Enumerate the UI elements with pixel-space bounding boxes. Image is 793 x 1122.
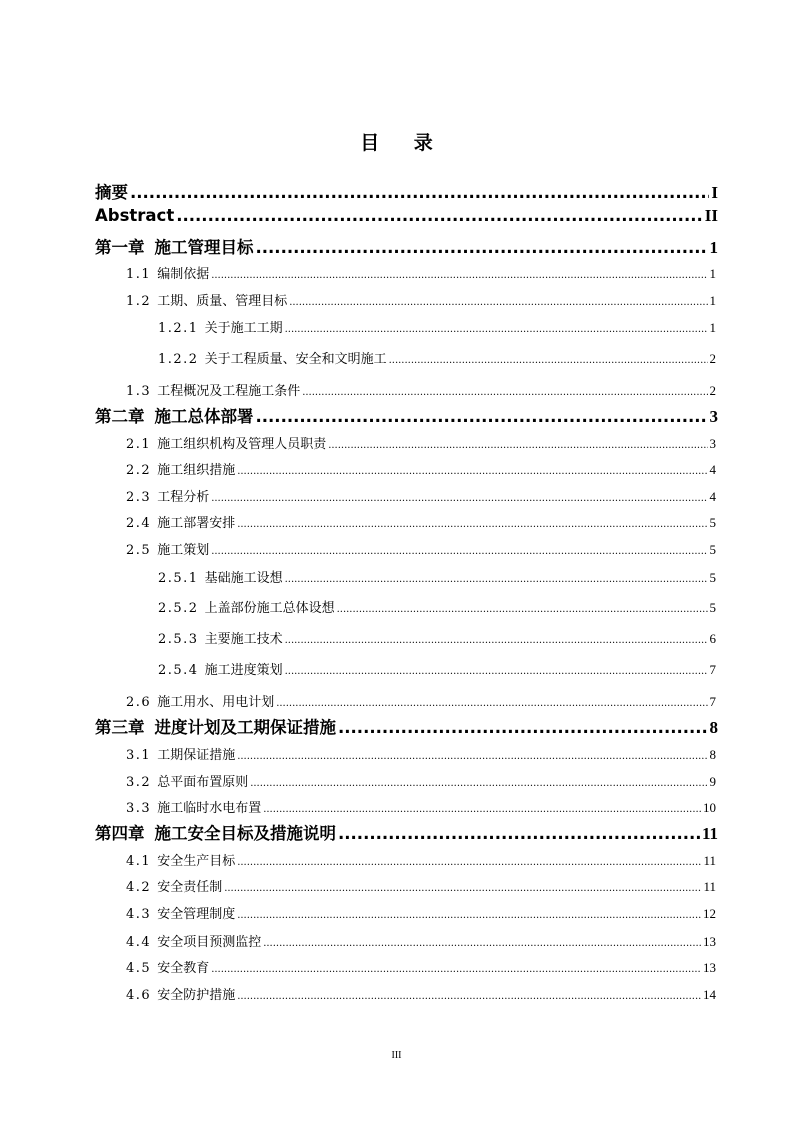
toc-entry-title	[126, 290, 287, 309]
toc-entry-number: 2.4	[126, 516, 152, 531]
toc-entry-title	[126, 486, 209, 505]
toc-entry-number: 4.3	[126, 907, 152, 922]
dot-leader	[224, 883, 701, 894]
toc-entry[interactable]	[126, 797, 716, 816]
toc-entry-number: 3.1	[126, 748, 152, 763]
toc-entry-title	[126, 691, 274, 710]
toc-entry-title	[95, 403, 254, 427]
toc-entry-page: 13	[703, 960, 716, 975]
page-number-footer: III	[391, 1050, 402, 1061]
toc-entry-text: 施工组织机构及管理人员职责	[157, 437, 327, 452]
toc-entry[interactable]	[126, 903, 716, 922]
toc-entry-text: 安全责任制	[157, 880, 223, 895]
dot-leader	[256, 238, 708, 257]
dot-leader	[250, 778, 707, 789]
toc-entry[interactable]	[126, 290, 716, 309]
toc-entry-number: 1.2.1	[158, 321, 199, 336]
toc-entry-title	[158, 567, 283, 586]
toc-entry-number: 1.1	[126, 267, 152, 282]
toc-entry-title	[126, 433, 326, 452]
toc-entry-text: 施工管理目标	[154, 238, 254, 257]
toc-entry-number: 第一章	[95, 238, 145, 257]
toc-entry-number: 第三章	[95, 718, 145, 737]
toc-entry-text: 关于施工工期	[204, 321, 283, 336]
toc-entry-page: 5	[709, 600, 716, 615]
toc-entry-number: 2.5.2	[158, 601, 199, 616]
toc-entry[interactable]	[126, 957, 716, 976]
toc-entry-number: 1.2.2	[158, 352, 199, 367]
toc-entry-number: 3.3	[126, 801, 152, 816]
toc-entry-text: 安全生产目标	[157, 854, 236, 869]
toc-entry-text: 工程概况及工程施工条件	[157, 384, 301, 399]
dot-leader	[256, 407, 708, 426]
toc-entry-text: 编制依据	[157, 267, 210, 282]
toc-entry-page: 13	[703, 934, 716, 949]
toc-entry-title	[126, 771, 248, 790]
toc-entry-title	[158, 659, 283, 678]
dot-leader	[237, 910, 701, 921]
toc-entry-text: 安全项目预测监控	[157, 935, 262, 950]
toc-entry-text: 施工总体部署	[154, 407, 254, 426]
toc-entry-text: 施工用水、用电计划	[157, 695, 275, 710]
toc-entry-text: 安全防护措施	[157, 988, 236, 1003]
toc-entry-page: 10	[703, 800, 716, 815]
toc-entry-number: 第四章	[95, 824, 145, 843]
toc-entry-text: 施工临时水电布置	[157, 801, 262, 816]
page-title: 目 录	[360, 132, 447, 154]
toc-entry[interactable]	[126, 486, 716, 505]
toc-entry-text: 总平面布置原则	[157, 775, 249, 790]
toc-entry-text: 工期保证措施	[157, 748, 236, 763]
toc-entry-page: 3	[709, 436, 716, 451]
toc-entry-number: 4.4	[126, 935, 152, 950]
toc-entry-page: 4	[709, 489, 716, 504]
toc-entry-text: 上盖部份施工总体设想	[204, 601, 335, 616]
toc-entry-page: 12	[703, 906, 716, 921]
toc-entry-title	[126, 512, 235, 531]
dot-leader	[263, 938, 701, 949]
toc-entry-text: 基础施工设想	[204, 571, 283, 586]
toc-entry[interactable]	[126, 931, 716, 950]
toc-entry[interactable]	[95, 206, 718, 226]
toc-entry-title	[95, 820, 336, 844]
toc-entry-title	[126, 984, 235, 1003]
toc-entry-title	[126, 744, 235, 763]
toc-entry-title	[158, 628, 283, 647]
toc-entry[interactable]	[126, 691, 716, 710]
toc-entry-number: 2.5	[126, 543, 152, 558]
dot-leader	[237, 519, 707, 530]
toc-entry-number: 2.5.1	[158, 571, 199, 586]
toc-entry-page: I	[711, 183, 718, 202]
toc-entry-number: 2.5.4	[158, 663, 199, 678]
toc-entry[interactable]	[95, 820, 718, 844]
toc-entry[interactable]	[126, 984, 716, 1003]
dot-leader	[285, 574, 708, 585]
toc-entry[interactable]	[95, 714, 718, 738]
toc-entry-title	[126, 931, 261, 950]
toc-entry-title	[158, 317, 283, 336]
toc-entry[interactable]	[95, 403, 718, 427]
dot-leader	[130, 183, 709, 202]
toc-entry[interactable]	[126, 433, 716, 452]
dot-leader	[211, 546, 707, 557]
toc-entry[interactable]	[158, 597, 716, 616]
toc-entry[interactable]	[95, 179, 718, 203]
toc-entry-page: 9	[709, 774, 716, 789]
toc-entry-title	[126, 850, 235, 869]
toc-entry[interactable]	[158, 567, 716, 586]
toc-entry-title	[126, 539, 209, 558]
toc-entry-page: 7	[709, 662, 716, 677]
toc-entry-text: 工程分析	[157, 490, 210, 505]
toc-entry-number: 4.5	[126, 961, 152, 976]
toc-entry-page: 2	[709, 383, 716, 398]
toc-entry-page: 6	[709, 631, 716, 646]
dot-leader	[389, 355, 708, 366]
dot-leader	[285, 635, 708, 646]
toc-entry-title	[126, 903, 235, 922]
toc-entry-page: 14	[703, 987, 716, 1002]
toc-entry-page: 5	[709, 542, 716, 557]
toc-entry-page: 1	[709, 238, 718, 257]
toc-entry-text: 施工策划	[157, 543, 210, 558]
toc-entry-text: 关于工程质量、安全和文明施工	[204, 352, 387, 367]
dot-leader	[289, 297, 707, 308]
toc-entry[interactable]	[126, 380, 716, 399]
toc-entry[interactable]	[126, 771, 716, 790]
dot-leader	[338, 718, 708, 737]
toc-entry-number: 2.6	[126, 695, 152, 710]
toc-entry-title	[126, 957, 209, 976]
toc-entry-number: 3.2	[126, 775, 152, 790]
toc-entry-page: 5	[709, 515, 716, 530]
toc-entry-page: 3	[709, 407, 718, 426]
toc-entry-text: 施工安全目标及措施说明	[154, 824, 336, 843]
dot-leader	[237, 857, 701, 868]
toc-entry-text: 安全管理制度	[157, 907, 236, 922]
toc-entry-page: 4	[709, 462, 716, 477]
toc-entry[interactable]	[126, 263, 716, 282]
toc-entry-title	[158, 597, 335, 616]
toc-entry[interactable]	[158, 659, 716, 678]
toc-entry-title	[126, 876, 222, 895]
dot-leader	[285, 666, 708, 677]
toc-entry[interactable]	[126, 850, 716, 869]
toc-entry-number: 4.2	[126, 880, 152, 895]
toc-entry-page: 5	[709, 570, 716, 585]
toc-entry[interactable]	[126, 876, 716, 895]
toc-entry-number: 2.5.3	[158, 632, 199, 647]
dot-leader	[263, 804, 701, 815]
toc-entry-text: 施工组织措施	[157, 463, 236, 478]
toc-entry-text: 施工进度策划	[204, 663, 283, 678]
toc-entry-page: 1	[709, 320, 716, 335]
toc-entry-text: 摘要	[95, 183, 128, 202]
toc-entry-text: 主要施工技术	[204, 632, 283, 647]
toc-entry-number: 2.3	[126, 490, 152, 505]
toc-entry-text: 安全教育	[157, 961, 210, 976]
toc-entry-page: 8	[709, 718, 718, 737]
dot-leader	[176, 206, 703, 225]
toc-entry-page: 11	[701, 824, 718, 843]
toc-entry-number: 2.1	[126, 437, 152, 452]
toc-entry-title	[95, 206, 174, 225]
toc-entry-page: 11	[703, 879, 716, 894]
toc-entry-title	[158, 348, 387, 367]
toc-entry-text: 进度计划及工期保证措施	[154, 718, 336, 737]
dot-leader	[237, 991, 701, 1002]
toc-entry-number: 1.2	[126, 294, 152, 309]
toc-entry-number: 4.6	[126, 988, 152, 1003]
toc-entry-text: 施工部署安排	[157, 516, 236, 531]
toc-entry-title	[95, 714, 336, 738]
toc-entry-page: 1	[709, 293, 716, 308]
dot-leader	[211, 270, 707, 281]
toc-entry[interactable]	[158, 348, 716, 367]
toc-entry[interactable]	[126, 512, 716, 531]
toc-entry[interactable]	[158, 317, 716, 336]
toc-entry[interactable]	[126, 744, 716, 763]
dot-leader	[328, 440, 707, 451]
dot-leader	[302, 387, 707, 398]
toc-entry-page: 11	[703, 853, 716, 868]
dot-leader	[276, 698, 707, 709]
toc-entry-title	[95, 234, 254, 258]
dot-leader	[211, 493, 707, 504]
toc-entry-page: 1	[709, 266, 716, 281]
toc-entry-title	[126, 797, 261, 816]
toc-entry-title	[126, 380, 300, 399]
dot-leader	[337, 604, 708, 615]
toc-entry-number: 2.2	[126, 463, 152, 478]
toc-entry-title	[126, 459, 235, 478]
toc-entry[interactable]	[158, 628, 716, 647]
dot-leader	[285, 324, 708, 335]
toc-entry-text: Abstract	[95, 206, 175, 225]
toc-entry-number: 4.1	[126, 854, 152, 869]
toc-entry[interactable]	[95, 234, 718, 258]
toc-entry-number: 第二章	[95, 407, 145, 426]
toc-entry-title	[126, 263, 209, 282]
toc-entry-number: 1.3	[126, 384, 152, 399]
dot-leader	[211, 964, 701, 975]
dot-leader	[237, 751, 707, 762]
dot-leader	[237, 466, 707, 477]
toc-entry-page: 2	[709, 351, 716, 366]
dot-leader	[338, 824, 700, 843]
toc-entry-text: 工期、质量、管理目标	[157, 294, 288, 309]
toc-entry-page: 8	[709, 747, 716, 762]
toc-entry-page: 7	[709, 694, 716, 709]
toc-entry-title	[95, 179, 128, 203]
toc-entry[interactable]	[126, 459, 716, 478]
toc-entry[interactable]	[126, 539, 716, 558]
toc-entry-page: II	[704, 206, 718, 225]
